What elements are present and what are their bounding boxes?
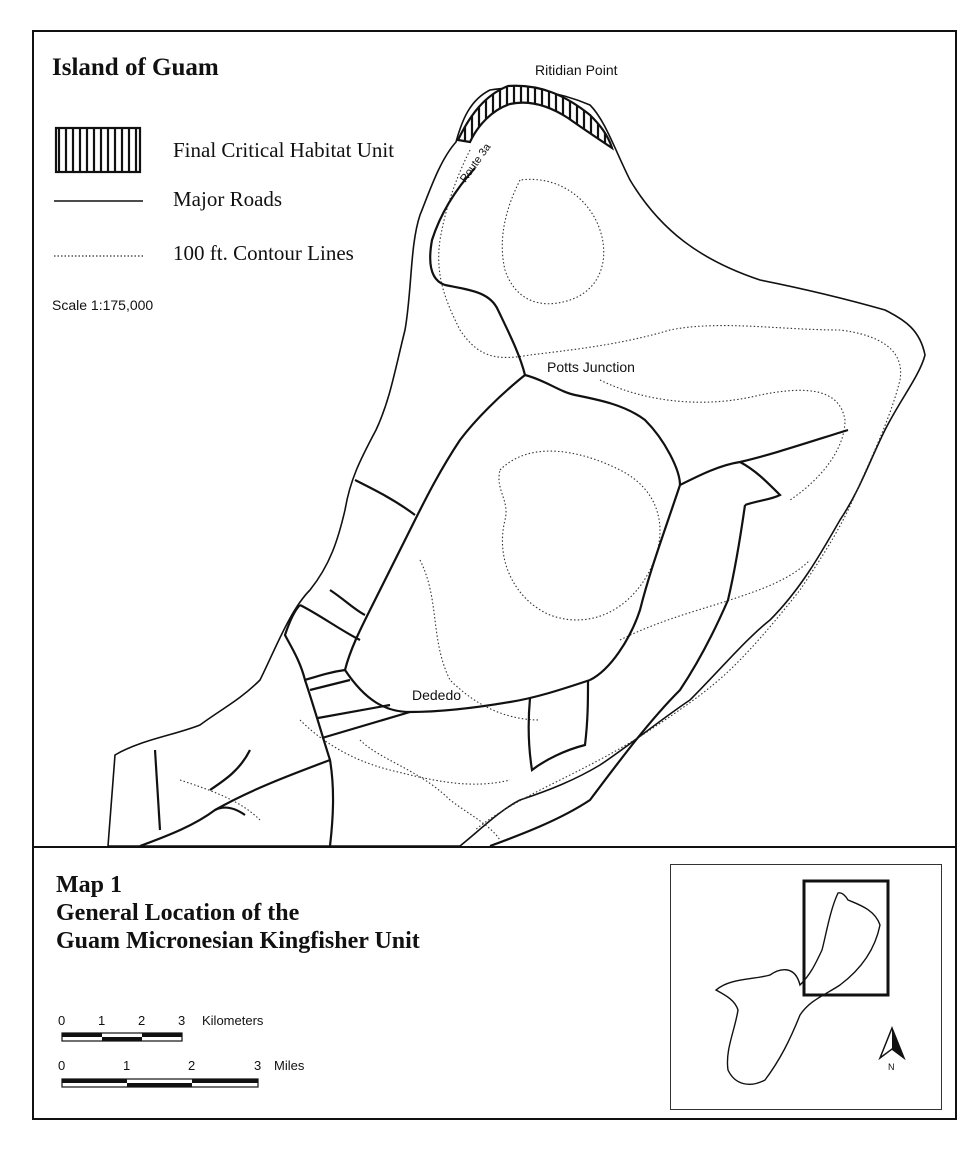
north-label: N <box>888 1062 895 1072</box>
scale-ratio: Scale 1:175,000 <box>52 297 154 313</box>
label-ritidian-point: Ritidian Point <box>535 62 618 78</box>
mi-unit-label: Miles <box>274 1058 305 1073</box>
label-route-3a: Route 3a <box>458 141 494 185</box>
mi-tick-3: 3 <box>254 1058 262 1073</box>
map-title: Island of Guam <box>52 54 219 81</box>
scalebar-km-graphic <box>62 1033 182 1041</box>
inset-frame <box>670 864 942 1110</box>
mi-tick-1: 1 <box>123 1058 131 1073</box>
legend-habitat-label: Final Critical Habitat Unit <box>173 138 395 162</box>
legend-contours-label: 100 ft. Contour Lines <box>173 241 354 265</box>
km-tick-2: 2 <box>138 1013 146 1028</box>
label-potts-junction: Potts Junction <box>547 359 635 375</box>
caption-line-2: General Location of the <box>56 900 300 926</box>
km-tick-1: 1 <box>98 1013 106 1028</box>
mi-tick-0: 0 <box>58 1058 66 1073</box>
km-tick-0: 0 <box>58 1013 66 1028</box>
caption-line-1: Map 1 <box>56 872 122 898</box>
mi-tick-2: 2 <box>188 1058 196 1073</box>
km-unit-label: Kilometers <box>202 1013 264 1028</box>
caption-line-3: Guam Micronesian Kingfisher Unit <box>56 928 420 954</box>
km-tick-3: 3 <box>178 1013 186 1028</box>
scalebar-mi-graphic <box>62 1079 258 1087</box>
major-roads <box>140 168 848 846</box>
legend-roads-label: Major Roads <box>173 187 283 211</box>
label-dededo: Dededo <box>412 687 462 703</box>
legend-habitat-swatch <box>56 128 140 172</box>
